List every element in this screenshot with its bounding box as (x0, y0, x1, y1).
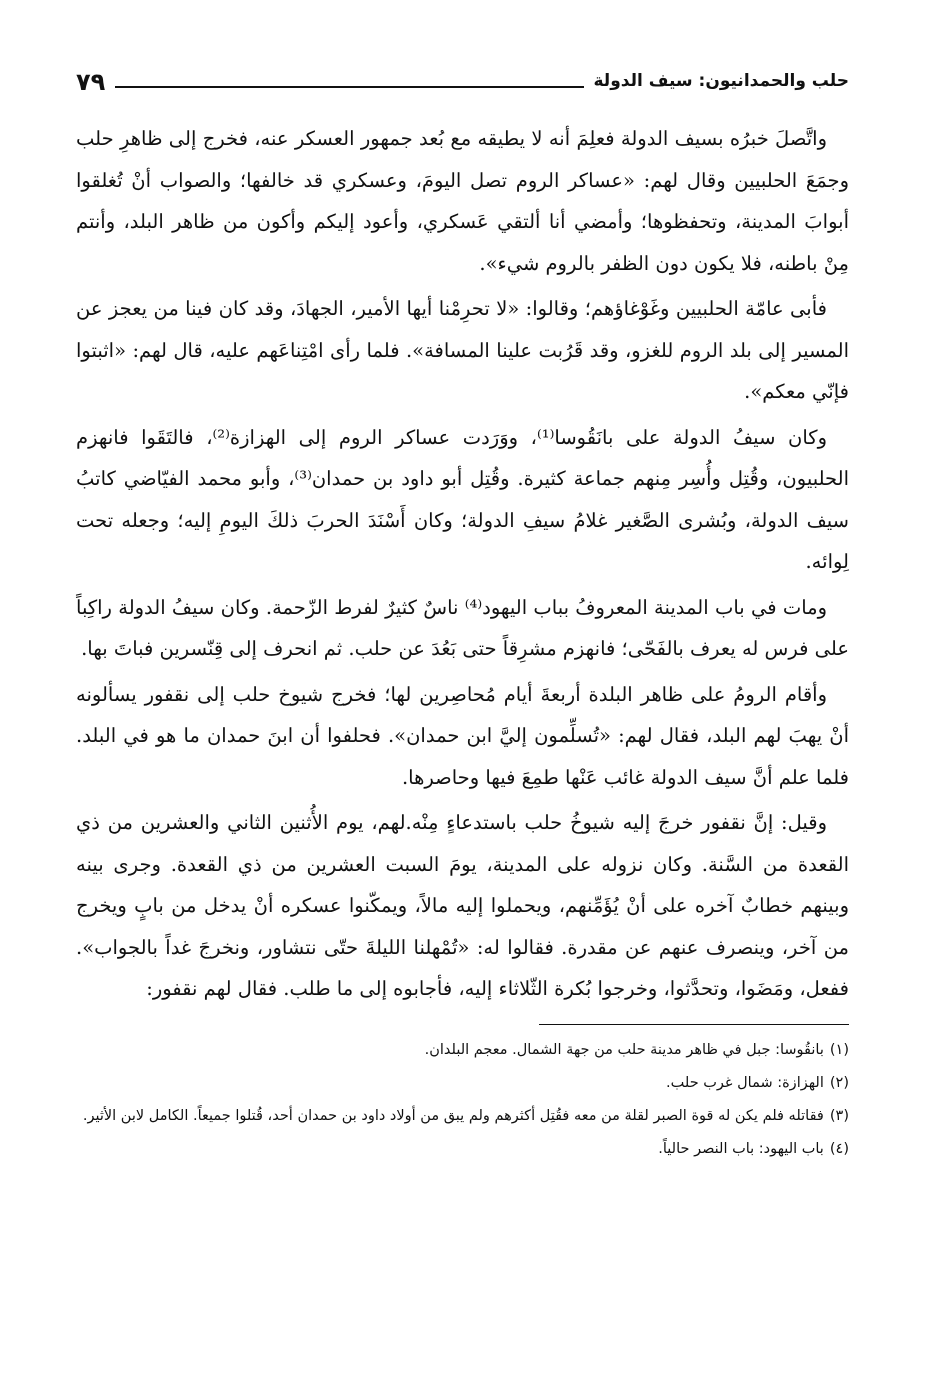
footnote-text: باب اليهود: باب النصر حالياً. (658, 1140, 824, 1157)
paragraph-6: وقيل: إنَّ نقفور خرجَ إليه شيوخُ حلب باستدعاءٍ مِنْه.لهم، يوم الأُثنين الثاني والعشرين من ذي القعدة من السَّنة. وكان نزوله على المدينة، يومَ السبت العشرين من ذي القعدة. وجرى بينه وبينهم خطابٌ آخره على أنْ يُؤَمِّنهم، ويحملوا إليه مالاً، ويمكّنوا عسكره أنْ يدخل من بابٍ ويخرج من آخر، وينصرف عنهم عن مقدرة. فقالوا له: «تُمْهلنا الليلةَ حتّى نتشاور، ونخرجَ غداً بالجواب». ففعل، ومَضَوا، وتحدَّثوا، وخرجوا بُكرة الثّلاثاء إليه، فأجابوه إلى ما طلب. فقال لهم نقفور: (76, 811, 849, 1000)
footnote-1 (76, 1037, 849, 1064)
footnote-text: فقاتله فلم يكن له قوة الصبر لقلة من معه فقُتِل أكثرهم ولم يبق من أولاد داود بن حمدان أحد، قُتلوا جميعاً. الكامل لابن الأثير. (82, 1107, 824, 1124)
footnote-text: الهزازة: شمال غرب حلب. (666, 1074, 824, 1091)
footnote-text: بانقُوسا: جبل في ظاهر مدينة حلب من جهة الشمال. معجم البلدان. (424, 1041, 824, 1058)
running-header (76, 56, 849, 96)
footnote-marker: (١) (829, 1041, 849, 1058)
paragraph-2: فأبى عامّة الحلبيين وغَوْغاؤهم؛ وقالوا: «لا تحرِمْنا أيها الأمير، الجهادَ، وقد كان فينا من يعجز عن المسير إلى بلد الروم للغزو، وقد قَرُبت علينا المسافة». فلما رأى امْتِناعَهم عليه، قال لهم: «اثبتوا فإنّي معكم». (76, 297, 849, 403)
paragraph-1: واتَّصلَ خبرُه بسيف الدولة فعلِمَ أنه لا يطيقه مع بُعد جمهور العسكر عنه، فخرج إلى ظاهرِ حلب وجمَعَ الحلبيين وقال لهم: «عساكر الروم تصل اليومَ، وعسكري قد خالفها؛ والصواب أنْ تُغلقوا أبوابَ المدينة، وتحفظوها؛ وأمضي أنا ألتقي عَسكري، وأعود إليكم وأكون من ظاهر البلد، وأنتم مِنْ باطنه، فلا يكون دون الظفر بالروم شيء». (76, 127, 849, 275)
page-number: ٧٩ (76, 68, 106, 96)
footnote-marker: (٢) (829, 1074, 849, 1091)
paragraph-5: وأقام الرومُ على ظاهر البلدة أربعةَ أيام مُحاصِرين لها؛ فخرج شيوخ حلب إلى نقفور يسألونه أنْ يهبَ لهم البلد، فقال لهم: «تُسلِّمون إليَّ ابن حمدان». فحلفوا أن ابنَ حمدان ما هو في البلد. فلما علم أنَّ سيف الدولة غائب عَنْها طمِعَ فيها وحاصرها. (76, 682, 849, 789)
paragraph-3: وكان سيفُ الدولة على بانَقُوسا⁽¹⁾، ووَرَدت عساكر الروم إلى الهزازة⁽²⁾، فالتَقَوا فانهزم الحلبيون، وقُتِل وأُسِر مِنهم جماعة كثيرة. وقُتِل أبو داود بن حمدان⁽³⁾، وأبو محمد الفيّاضي كاتبُ سيف الدولة، وبُشرى الصَّغير غلامُ سيفِ الدولة؛ وكان أَسْنَدَ الحربَ ذلكَ اليومِ إليه؛ وجعله تحت لِوائه. (76, 425, 850, 573)
footnotes (76, 1037, 849, 1163)
footnote-2 (76, 1070, 849, 1097)
header-title: حلب والحمدانيون: سيف الدولة (593, 71, 849, 91)
paragraph-4: ومات في باب المدينة المعروفُ بباب اليهود⁽⁴⁾ ناسٌ كثيرٌ لفرط الزّحمة. وكان سيفُ الدولة راكِباً على فرس له يعرف بالفَحّى؛ فانهزم مشرِقاً حتى بَعُدَ عن حلب. ثم انحرف إلى قِنّسرين فباتَ بها. (76, 595, 849, 660)
footnote-rule (539, 1024, 849, 1025)
body-text (76, 118, 849, 1010)
footnote-3 (76, 1103, 849, 1130)
footnote-marker: (٤) (829, 1140, 849, 1157)
header-rule (115, 86, 583, 88)
footnote-marker: (٣) (829, 1107, 849, 1124)
footnote-4 (76, 1136, 849, 1163)
